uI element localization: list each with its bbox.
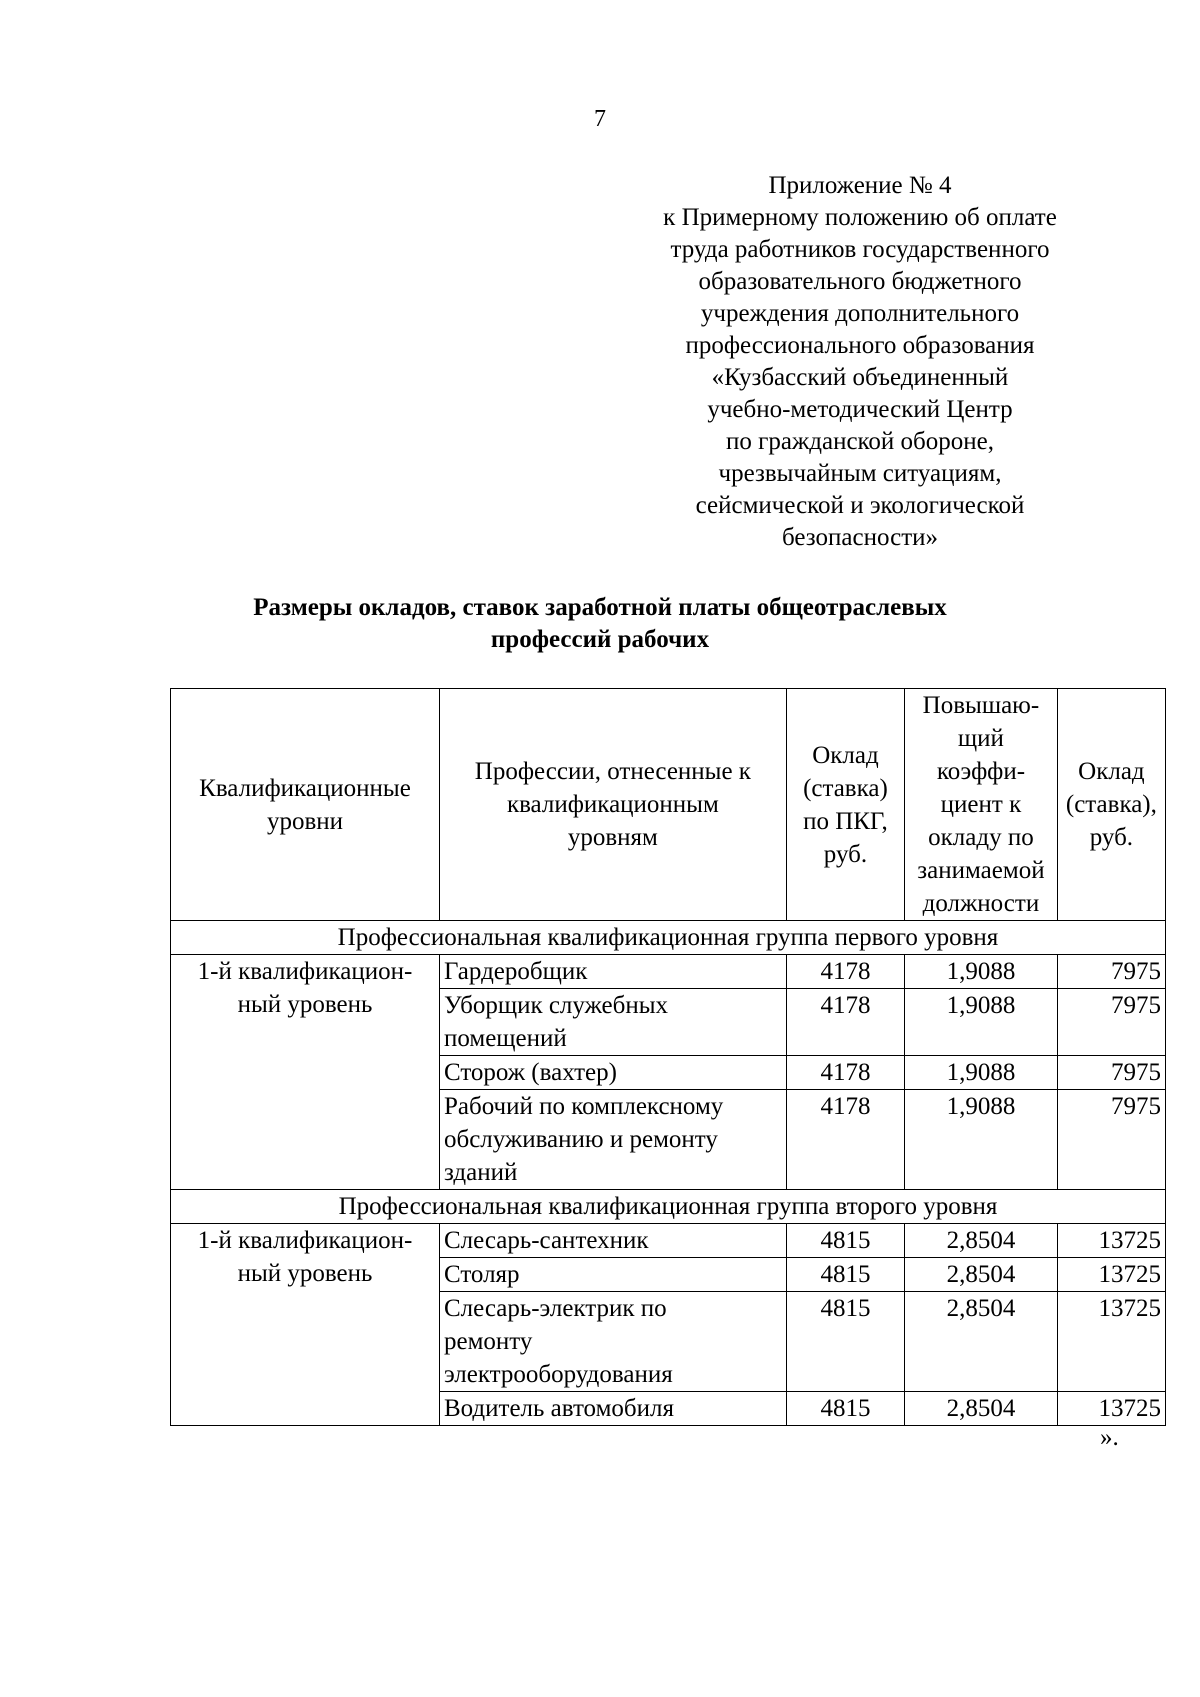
group-title: Профессиональная квалификационная группа первого уровня (171, 921, 1166, 955)
salary-pkg-cell: 4815 (786, 1392, 904, 1426)
coefficient-cell: 1,9088 (905, 1090, 1058, 1190)
table-row (171, 955, 1166, 989)
header-professions: Профессии, отнесенные к квалификационным уровням (439, 689, 786, 921)
coefficient-cell: 2,8504 (905, 1392, 1058, 1426)
appendix-line: сейсмической и экологической (695, 492, 1025, 519)
document-title (0, 592, 1200, 656)
salary-pkg-cell: 4815 (786, 1224, 904, 1258)
appendix-line: учреждения дополнительного (700, 300, 1020, 327)
group-title: Профессиональная квалификационная группа второго уровня (171, 1190, 1166, 1224)
salary-cell: 13725 (1057, 1392, 1165, 1426)
salary-cell: 7975 (1057, 989, 1165, 1056)
header-row (171, 689, 1166, 921)
profession-cell: Сторож (вахтер) (439, 1056, 786, 1090)
table-body (171, 921, 1166, 1426)
appendix-line: Приложение № 4 (768, 172, 952, 199)
page-number: 7 (594, 106, 606, 132)
appendix-line: образовательного бюджетного (698, 268, 1022, 295)
appendix-line: учебно-методический Центр (707, 396, 1013, 423)
profession-cell: Водитель автомобиля (439, 1392, 786, 1426)
level-cell: 1-й квалификацион- ный уровень (171, 1224, 440, 1426)
coefficient-cell: 1,9088 (905, 955, 1058, 989)
salary-pkg-cell: 4178 (786, 955, 904, 989)
header-level: Квалификационные уровни (171, 689, 440, 921)
appendix-line: безопасности» (782, 524, 938, 551)
salary-pkg-cell: 4178 (786, 989, 904, 1056)
salary-pkg-cell: 4815 (786, 1292, 904, 1392)
appendix-header (600, 170, 1120, 554)
salary-cell: 7975 (1057, 1056, 1165, 1090)
salary-pkg-cell: 4815 (786, 1258, 904, 1292)
appendix-line: профессионального образования (685, 332, 1035, 359)
coefficient-cell: 2,8504 (905, 1292, 1058, 1392)
salary-cell: 13725 (1057, 1292, 1165, 1392)
header-coefficient: Повышаю- щий коэффи- циент к окладу по занимаемой должности (905, 689, 1058, 921)
table-row (171, 1224, 1166, 1258)
coefficient-cell: 2,8504 (905, 1258, 1058, 1292)
profession-cell: Рабочий по комплексному обслуживанию и ремонту зданий (439, 1090, 786, 1190)
salary-cell: 13725 (1057, 1258, 1165, 1292)
profession-cell: Слесарь-сантехник (439, 1224, 786, 1258)
group-title-row (171, 921, 1166, 955)
salary-pkg-cell: 4178 (786, 1056, 904, 1090)
appendix-line: «Кузбасский объединенный (711, 364, 1009, 391)
appendix-line: к Примерному положению об оплате (663, 204, 1057, 231)
header-salary-pkg: Оклад (ставка) по ПКГ, руб. (786, 689, 904, 921)
profession-cell: Столяр (439, 1258, 786, 1292)
salary-pkg-cell: 4178 (786, 1090, 904, 1190)
header-salary: Оклад (ставка), руб. (1057, 689, 1165, 921)
level-cell: 1-й квалификацион- ный уровень (171, 955, 440, 1190)
title-line: профессий рабочих (490, 626, 710, 653)
profession-cell: Гардеробщик (439, 955, 786, 989)
wages-table (170, 688, 1166, 1426)
profession-cell: Слесарь-электрик по ремонту электрооборудования (439, 1292, 786, 1392)
coefficient-cell: 1,9088 (905, 989, 1058, 1056)
closing-quote: ». (1100, 1424, 1119, 1451)
salary-cell: 13725 (1057, 1224, 1165, 1258)
salary-cell: 7975 (1057, 955, 1165, 989)
group-title-row (171, 1190, 1166, 1224)
salary-cell: 7975 (1057, 1090, 1165, 1190)
profession-cell: Уборщик служебных помещений (439, 989, 786, 1056)
coefficient-cell: 2,8504 (905, 1224, 1058, 1258)
appendix-line: труда работников государственного (670, 236, 1050, 263)
appendix-line: чрезвычайным ситуациям, (718, 460, 1002, 487)
table-header (171, 689, 1166, 921)
coefficient-cell: 1,9088 (905, 1056, 1058, 1090)
title-line: Размеры окладов, ставок заработной платы общеотраслевых (253, 594, 947, 621)
appendix-line: по гражданской обороне, (726, 428, 994, 455)
